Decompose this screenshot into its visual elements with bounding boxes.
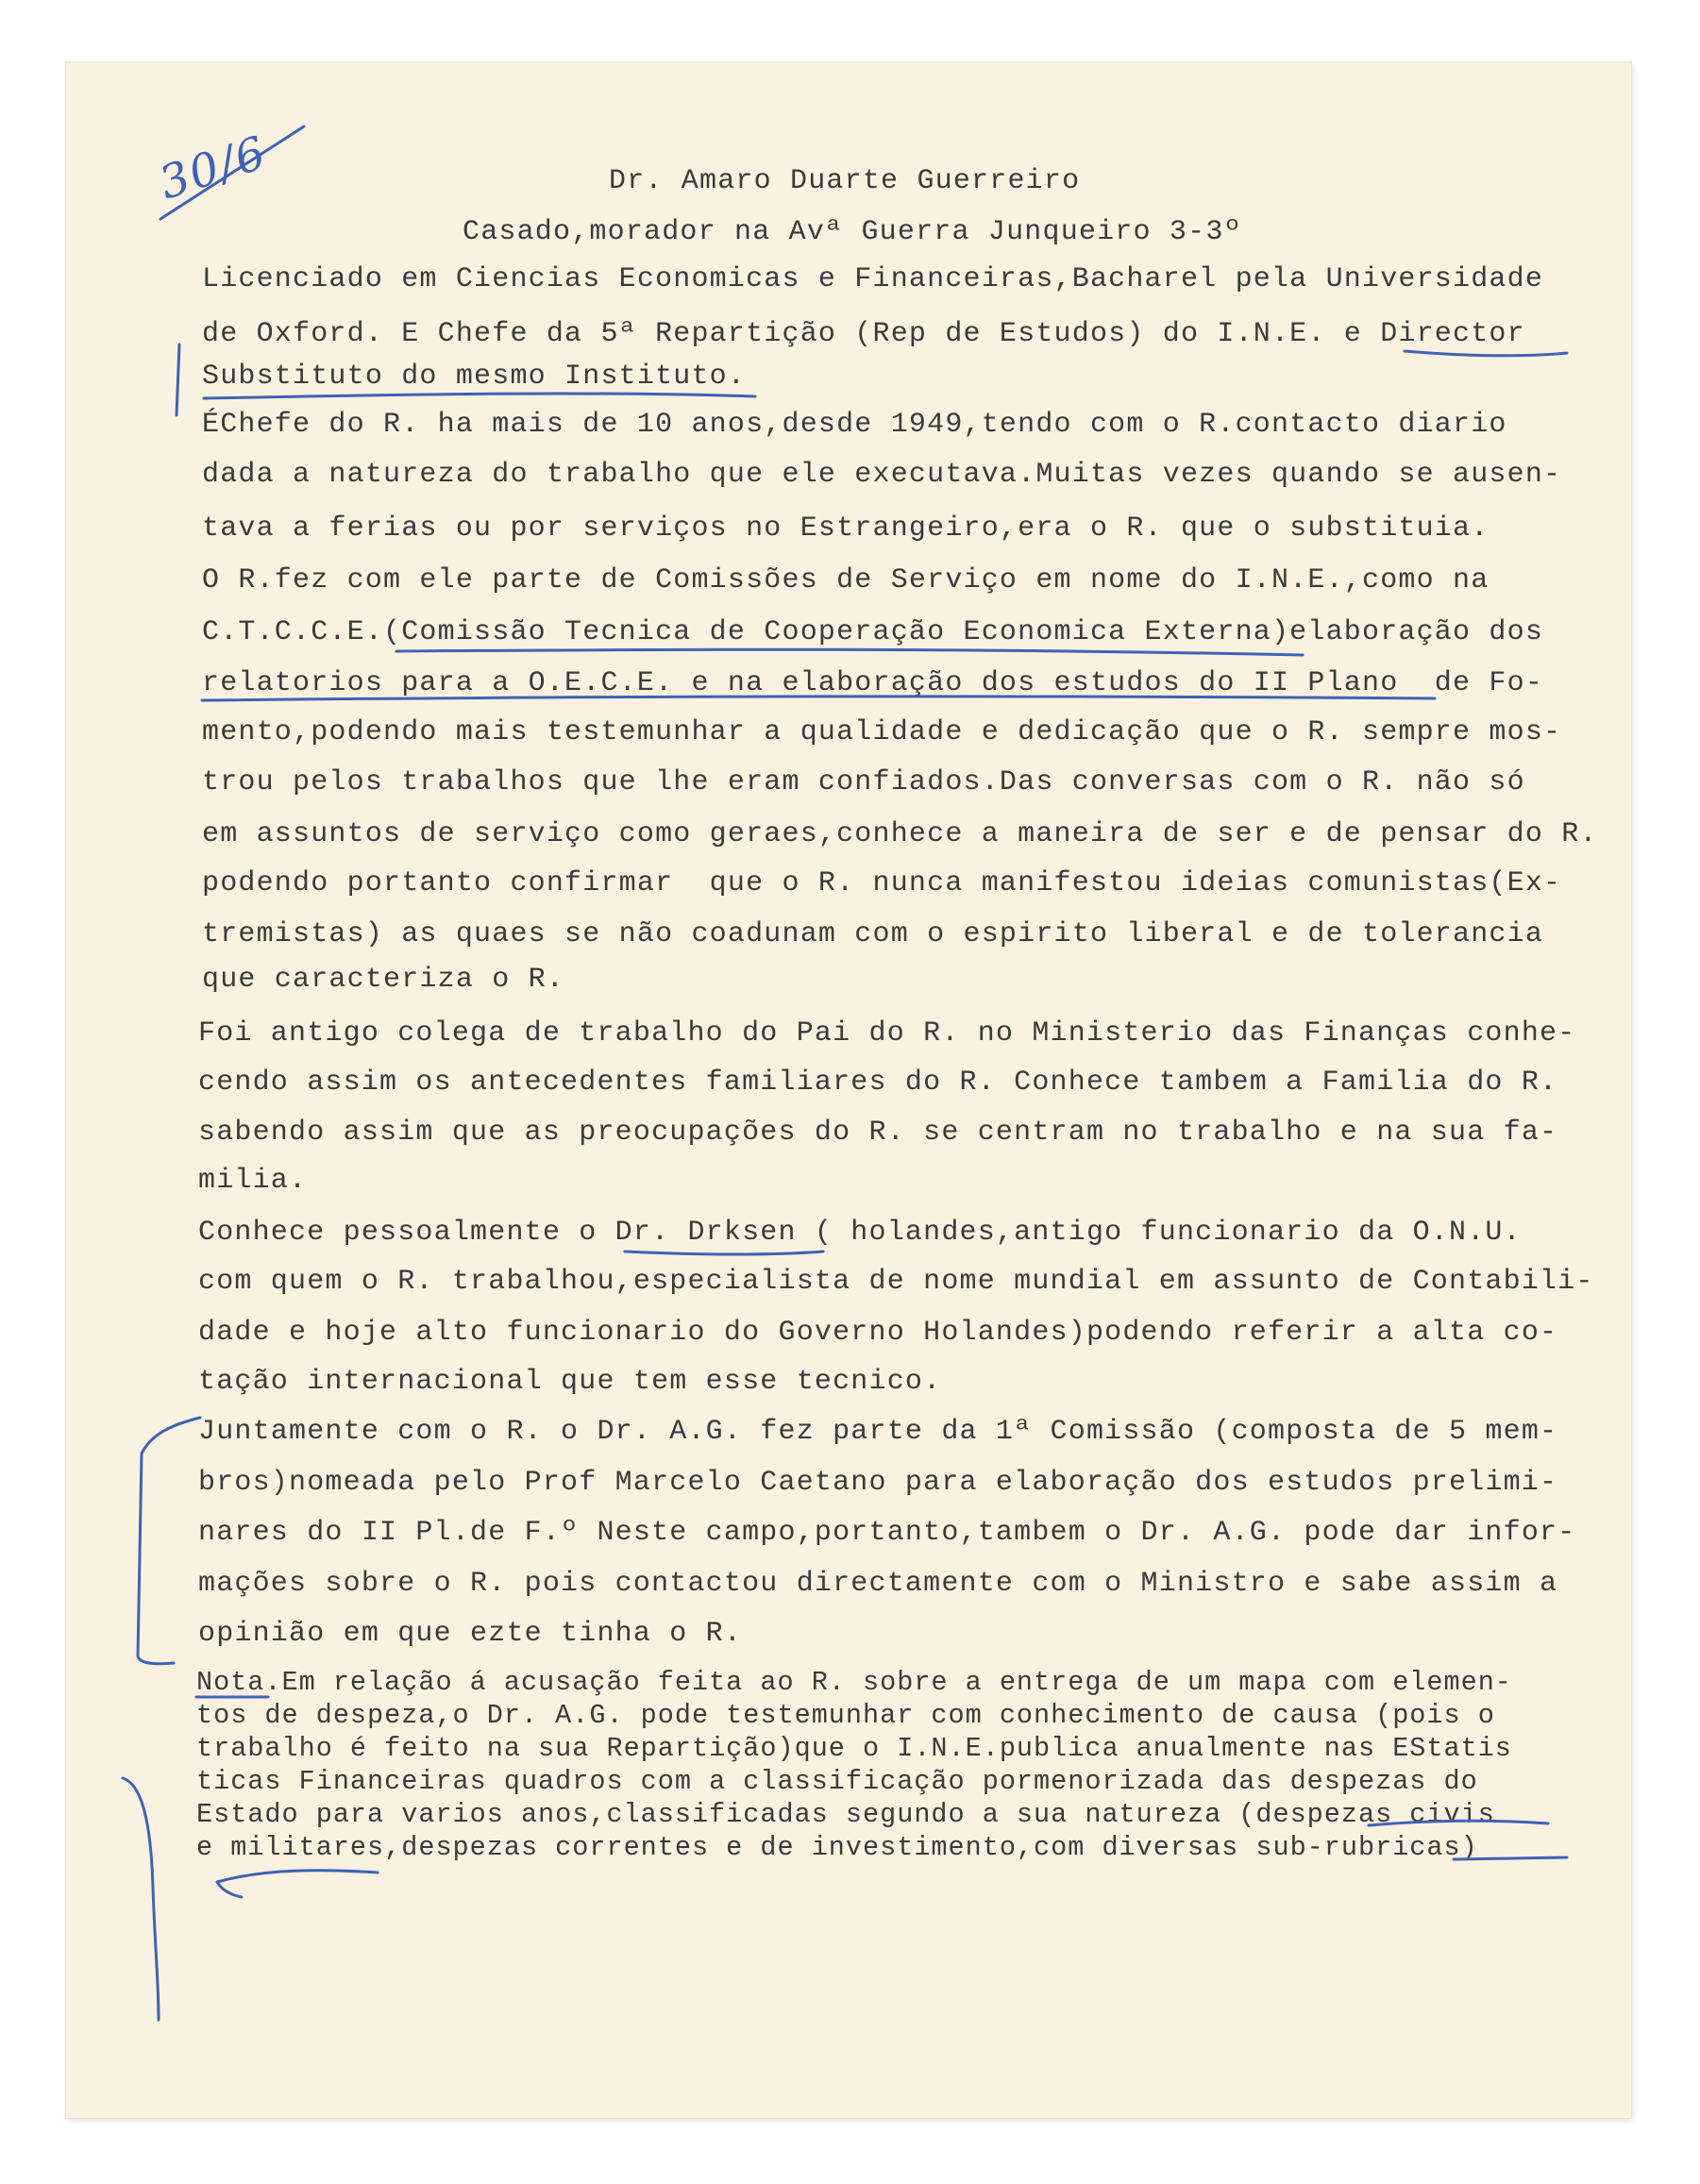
body-line: mações sobre o R. pois contactou directamente com o Ministro e sabe assim a	[198, 1568, 1558, 1600]
body-line: milia.	[198, 1165, 308, 1197]
body-line: dade e hoje alto funcionario do Governo Holandes)podendo referir a alta co-	[198, 1317, 1558, 1349]
body-line: relatorios para a O.E.C.E. e na elaboração dos estudos do II Plano de Fo-	[202, 667, 1544, 699]
header-name: Dr. Amaro Duarte Guerreiro	[609, 165, 1081, 197]
note-line: tos de despeza,o Dr. A.G. pode testemunhar com conhecimento de causa (pois o	[196, 1700, 1495, 1731]
body-line: cendo assim os antecedentes familiares do R. Conhece tambem a Familia do R.	[198, 1067, 1558, 1099]
header-address: Casado,morador na Avª Guerra Junqueiro 3-3º	[463, 216, 1242, 248]
body-line: de Oxford. E Chefe da 5ª Repartição (Rep de Estudos) do I.N.E. e Director	[202, 318, 1525, 350]
note-line: Nota.Em relação á acusação feita ao R. sobre a entrega de um mapa com elemen-	[196, 1667, 1512, 1698]
body-line: trou pelos trabalhos que lhe eram confiados.Das conversas com o R. não só	[202, 766, 1525, 798]
body-line: nares do II Pl.de F.º Neste campo,portanto,tambem o Dr. A.G. pode dar infor-	[198, 1517, 1576, 1549]
body-line: Juntamente com o R. o Dr. A.G. fez parte da 1ª Comissão (composta de 5 mem-	[198, 1416, 1558, 1448]
body-line: tava a ferias ou por serviços no Estrangeiro,era o R. que o substituia.	[202, 512, 1490, 545]
body-line: podendo portanto confirmar que o R. nunca manifestou ideias comunistas(Ex-	[202, 867, 1562, 899]
note-line: e militares,despezas correntes e de investimento,com diversas sub-rubricas)	[196, 1832, 1478, 1863]
body-line: tremistas) as quaes se não coadunam com o espirito liberal e de tolerancia	[202, 918, 1544, 950]
body-line: ÉChefe do R. ha mais de 10 anos,desde 1949,tendo com o R.contacto diario	[202, 409, 1507, 441]
body-line: bros)nomeada pelo Prof Marcelo Caetano para elaboração dos estudos prelimi-	[198, 1467, 1558, 1499]
note-line: ticas Financeiras quadros com a classificação pormenorizada das despezas do	[196, 1766, 1478, 1797]
body-line: Foi antigo colega de trabalho do Pai do R. no Ministerio das Finanças conhe-	[198, 1017, 1576, 1050]
body-line: Licenciado em Ciencias Economicas e Financeiras,Bacharel pela Universidade	[202, 263, 1544, 295]
body-line: em assuntos de serviço como geraes,conhece a maneira de ser e de pensar do R.	[202, 818, 1598, 850]
body-line: Substituto do mesmo Instituto.	[202, 361, 747, 393]
handwritten-reference: 30/6	[153, 126, 274, 210]
body-line: mento,podendo mais testemunhar a qualidade e dedicação que o R. sempre mos-	[202, 716, 1562, 748]
body-line: opinião em que ezte tinha o R.	[198, 1618, 743, 1650]
body-line: O R.fez com ele parte de Comissões de Serviço em nome do I.N.E.,como na	[202, 564, 1490, 596]
body-line: tação internacional que tem esse tecnico.	[198, 1366, 942, 1398]
body-line: C.T.C.C.E.(Comissão Tecnica de Cooperação Economica Externa)elaboração dos	[202, 616, 1544, 648]
body-line: sabendo assim que as preocupações do R. se centram no trabalho e na sua fa-	[198, 1117, 1558, 1149]
body-line: que caracteriza o R.	[202, 964, 565, 996]
body-line: Conhece pessoalmente o Dr. Drksen ( holandes,antigo funcionario da O.N.U.	[198, 1217, 1522, 1249]
body-line: com quem o R. trabalhou,especialista de nome mundial em assunto de Contabili-	[198, 1266, 1594, 1298]
note-line: Estado para varios anos,classificadas segundo a sua natureza (despezas civis	[196, 1799, 1495, 1830]
note-line: trabalho é feito na sua Repartição)que o I.N.E.publica anualmente nas EStatis	[196, 1733, 1512, 1764]
body-line: dada a natureza do trabalho que ele executava.Muitas vezes quando se ausen-	[202, 459, 1562, 491]
